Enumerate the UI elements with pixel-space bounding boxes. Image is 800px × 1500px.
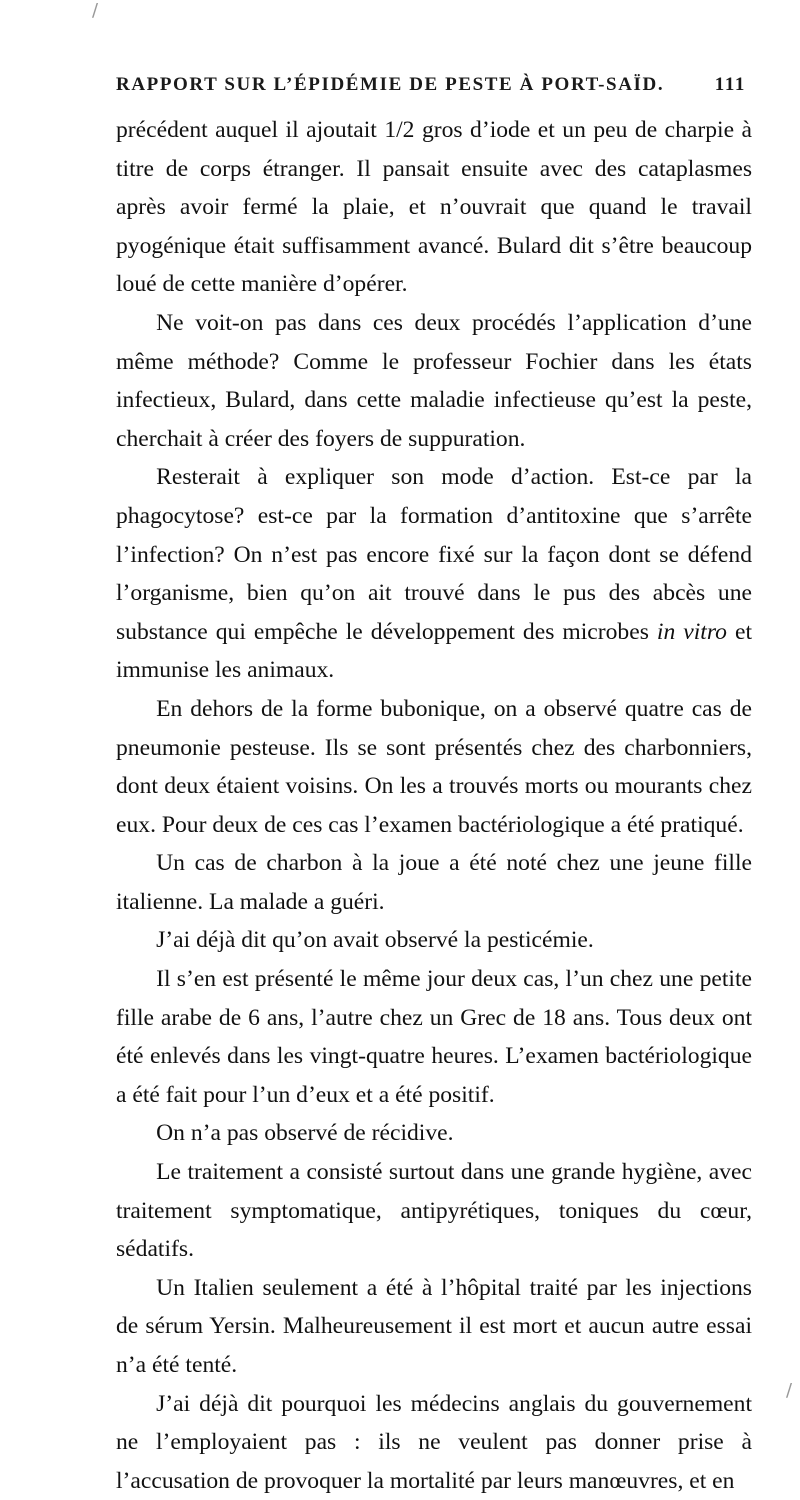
body-text	[116, 111, 752, 1500]
paragraph: Le traitement a consisté surtout dans une grande hygiène, avec traitement symptomatique, antipyrétiques, toniques du cœur, sédatifs.	[116, 1159, 752, 1263]
page-header	[116, 66, 746, 106]
stray-mark: /	[786, 1380, 793, 1401]
paragraph: Un Italien seulement a été à l’hôpital traité par les injections de sérum Yersin. Malheureusement il est mort et aucun autre essai n’a été tenté.	[116, 1274, 752, 1378]
page-number: 111	[714, 74, 746, 95]
running-title: RAPPORT SUR L’ÉPIDÉMIE DE PESTE À PORT-SAÏD.	[116, 74, 665, 95]
stray-mark: /	[92, 0, 99, 21]
latin-phrase: in vitro	[656, 618, 727, 645]
paragraph: Un cas de charbon à la joue a été noté chez une jeune fille italienne. La malade a guéri.	[116, 850, 752, 915]
paragraph: précédent auquel il ajoutait 1/2 gros d’iode et un peu de charpie à titre de corps étranger. Il pansait ensuite avec des cataplasmes après avoir fermé la plaie, et n’ouvrait que quand le travail pyogénique était suffisamment avancé. Bulard dit s’être beaucoup loué de cette manière d’opérer.	[116, 117, 752, 298]
paragraph: Resterait à expliquer son mode d’action. Est-ce par la phagocytose? est-ce par la formation d’antitoxine que s’arrête l’infection? On n’est pas encore fixé sur la façon dont se défend l’organisme, bien qu’on ait trouvé dans le pus des abcès une substance qui empêche le développement des microbes in vitro et immunise les animaux.	[116, 464, 753, 684]
paragraph: J’ai déjà dit pourquoi les médecins anglais du gouvernement ne l’employaient pas : ils ne veulent pas donner prise à l’accusation de provoquer la mortalité par leurs manœuvres, et en	[116, 1390, 752, 1494]
paragraph: J’ai déjà dit qu’on avait observé la pesticémie.	[156, 927, 594, 954]
paragraph: En dehors de la forme bubonique, on a observé quatre cas de pneumonie pesteuse. Ils se sont présentés chez des charbonniers, dont deux étaient voisins. On les a trouvés morts ou mourants chez eux. Pour deux de ces cas l’examen bactériologique a été pratiqué.	[116, 695, 752, 838]
paragraph: Il s’en est présenté le même jour deux cas, l’un chez une petite fille arabe de 6 ans, l’autre chez un Grec de 18 ans. Tous deux ont été enlevés dans les vingt-quatre heures. L’examen bactériologique a été fait pour l’un d’eux et a été positif.	[116, 966, 752, 1108]
paragraph: Ne voit-on pas dans ces deux procédés l’application d’une même méthode? Comme le professeur Fochier dans les états infectieux, Bulard, dans cette maladie infectieuse qu’est la peste, cherchait à créer des foyers de suppuration.	[116, 309, 752, 452]
paragraph: On n’a pas observé de récidive.	[156, 1120, 454, 1147]
